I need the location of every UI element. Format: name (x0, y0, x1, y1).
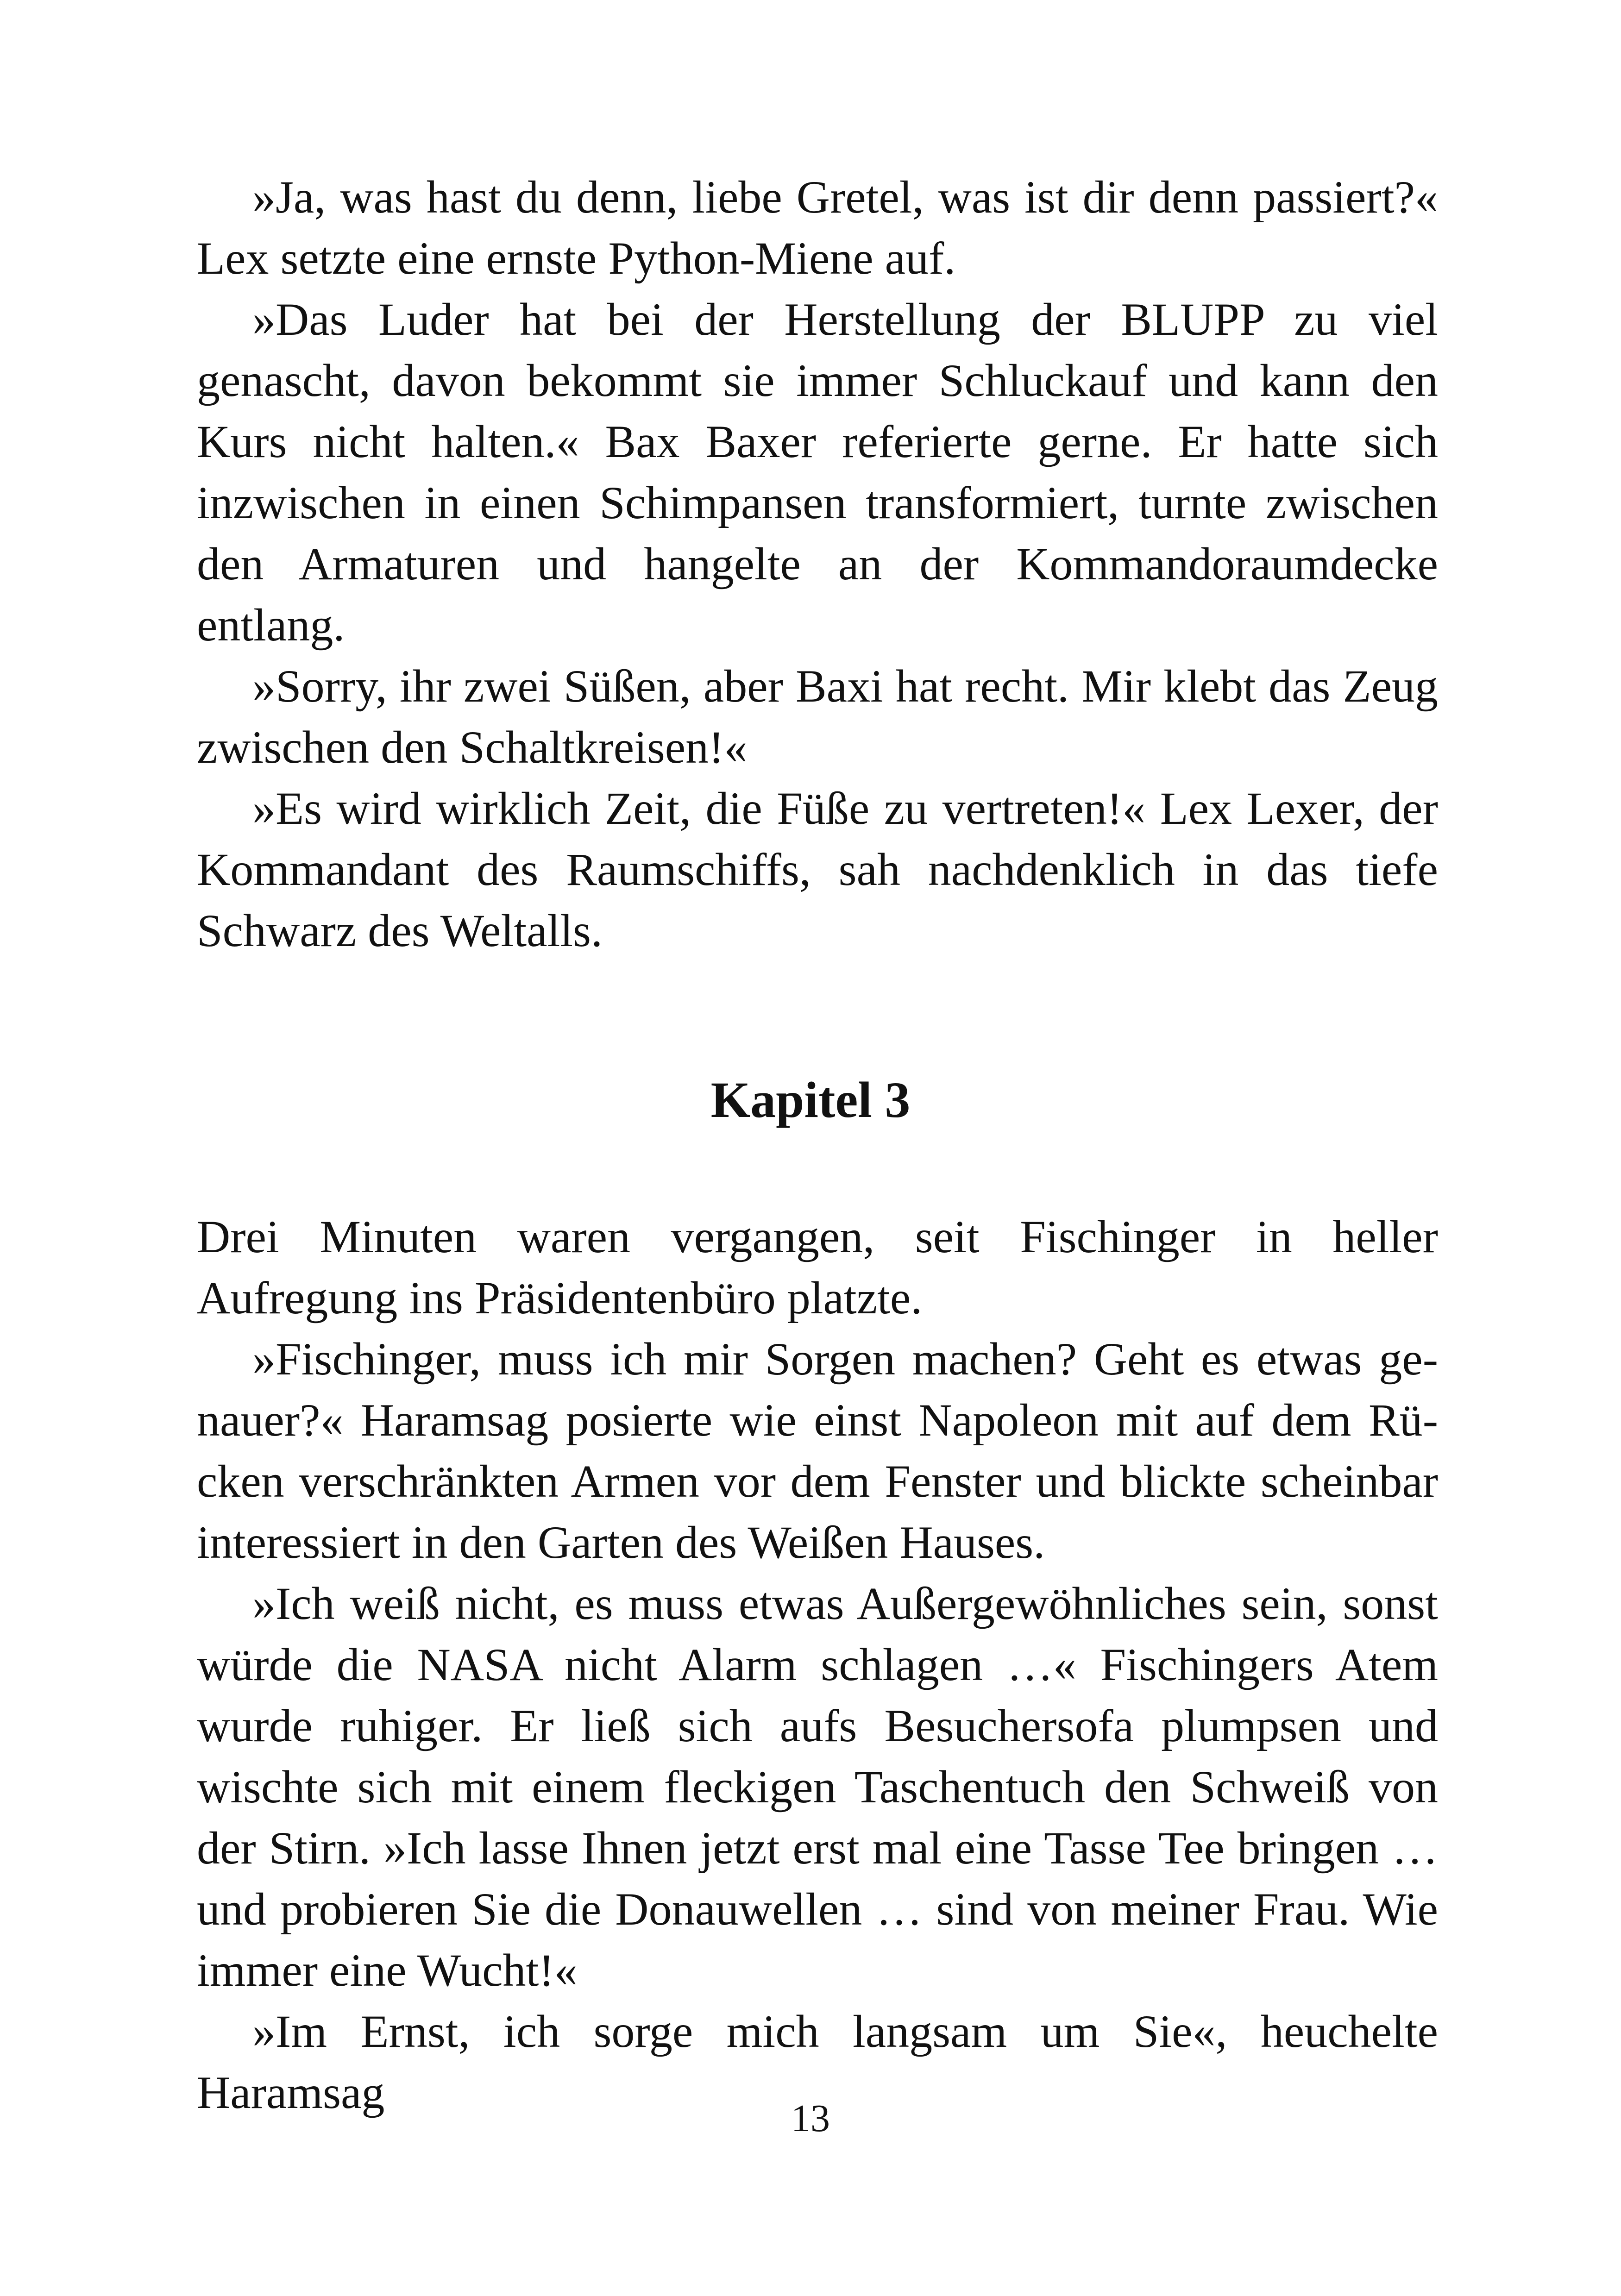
paragraph: Drei Minuten waren vergangen, seit Fischinger in heller Aufregung ins Präsidentenbüro platzte. (197, 1211, 1438, 1324)
paragraph: »Das Luder hat bei der Herstellung der BLUPP zu viel genascht, davon bekommt sie immer Schluckauf und kann den Kurs nicht halten.« Bax Baxer referierte gerne. Er hatte sich inzwischen in einen Schimpansen transformiert, turnte zwischen den Armaturen und hangelte an der Kommandoraumdecke entlang. (197, 294, 1438, 651)
chapter-heading: Kapitel 3 (710, 1072, 911, 1128)
paragraph: »Ja, was hast du denn, liebe Gretel, was ist dir denn passiert?« Lex setzte eine ernste Python-Miene auf. (197, 171, 1438, 284)
text-block-top (197, 167, 1438, 961)
paragraph: »Im Ernst, ich sorge mich langsam um Sie«, heuchelte Haramsag (197, 2006, 1438, 2118)
paragraph: »Sorry, ihr zwei Süßen, aber Baxi hat recht. Mir klebt das Zeug zwischen den Schaltkreisen!« (197, 660, 1438, 773)
paragraph: »Fischinger, muss ich mir Sorgen machen? Geht es etwas genauer?« Haramsag posierte wie einst Napoleon mit auf dem Rücken verschränkten Armen vor dem Fenster und blickte scheinbar interessiert in den Garten des Weißen Hauses. (197, 1333, 1438, 1568)
text-block-chapter-body (197, 1206, 1438, 2123)
paragraph: »Ich weiß nicht, es muss etwas Außergewöhnliches sein, sonst würde die NASA nicht Alarm schlagen …« Fischingers Atem wurde ruhiger. Er ließ sich aufs Besuchersofa plumpsen und wischte sich mit einem fleckigen Taschentuch den Schweiß von der Stirn. »Ich lasse Ihnen jetzt erst mal eine Tasse Tee bringen … und probieren Sie die Donauwellen … sind von meiner Frau. Wie immer eine Wucht!« (197, 1578, 1438, 1996)
paragraph: »Es wird wirklich Zeit, die Füße zu vertreten!« Lex Lexer, der Kommandant des Raumschiffs, sah nachdenklich in das tiefe Schwarz des Weltalls. (197, 783, 1438, 956)
page-number: 13 (791, 2097, 830, 2140)
